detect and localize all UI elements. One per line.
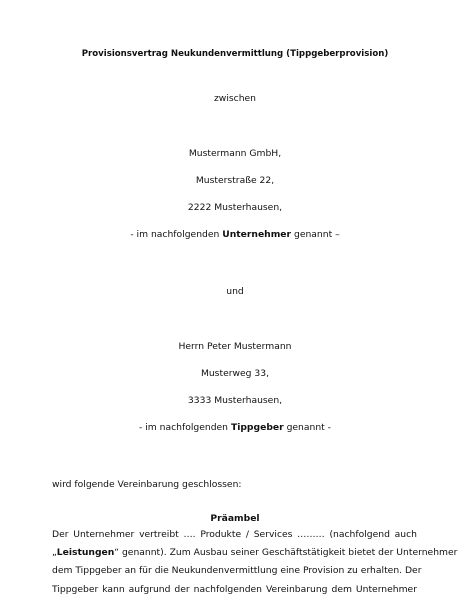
document-title: Provisionsvertrag Neukundenvermittlung (Tippgeberprovision) bbox=[81, 49, 389, 59]
preamble-line-2-term: Leistungen bbox=[56, 547, 115, 559]
tipster-name: Herrn Peter Mustermann bbox=[178, 341, 292, 352]
between-label: zwischen bbox=[213, 93, 257, 104]
agreement-statement: wird folgende Vereinbarung geschlossen: bbox=[52, 479, 242, 490]
preamble-line-1: Der Unternehmer vertreibt …. Produkte / Services ……… (nachfolgend auch bbox=[52, 529, 417, 540]
company-role-term: Unternehmer bbox=[222, 229, 292, 240]
tipster-street: Musterweg 33, bbox=[200, 368, 270, 379]
tipster-role bbox=[0, 422, 470, 434]
company-role-suffix: genannt – bbox=[291, 229, 340, 240]
preamble-heading: Präambel bbox=[210, 513, 260, 524]
tipster-role-suffix: genannt - bbox=[283, 422, 331, 433]
preamble-line-2 bbox=[52, 544, 458, 562]
company-city: 2222 Musterhausen, bbox=[187, 202, 283, 213]
tipster-city: 3333 Musterhausen, bbox=[187, 395, 283, 406]
company-role-prefix: - im nachfolgenden bbox=[130, 229, 223, 240]
company-role bbox=[0, 229, 470, 241]
preamble-line-2-prefix: „ bbox=[52, 547, 57, 559]
preamble-line-4: Tippgeber kann aufgrund der nachfolgenden Vereinbarung dem Unternehmer bbox=[52, 583, 417, 595]
company-street: Musterstraße 22, bbox=[195, 175, 275, 186]
preamble-line-2-suffix: “ genannt). Zum Ausbau seiner Geschäftstätigkeit bietet der Unternehmer bbox=[114, 547, 458, 559]
tipster-role-term: Tippgeber bbox=[230, 422, 284, 433]
and-label: und bbox=[226, 286, 244, 297]
company-name: Mustermann GmbH, bbox=[188, 148, 282, 159]
preamble-paragraph bbox=[52, 526, 458, 599]
tipster-role-prefix: - im nachfolgenden bbox=[139, 422, 231, 433]
preamble-line-3: dem Tippgeber an für die Neukundenvermittlung eine Provision zu erhalten. Der bbox=[52, 565, 422, 577]
